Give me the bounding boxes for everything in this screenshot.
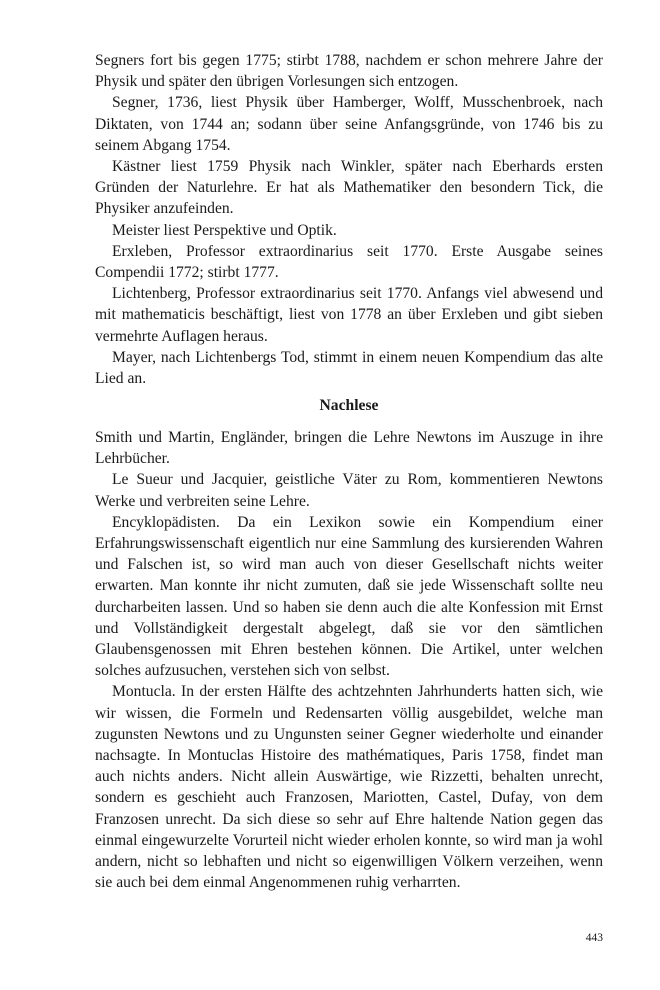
paragraph: Meister liest Perspektive und Optik. <box>112 221 337 239</box>
paragraph: Kästner liest 1759 Physik nach Winkler, später nach Eberhards ersten Gründen der Naturlehre. Er hat als Mathematiker den besondern Tick, die Physiker anzufeinden. <box>95 158 603 218</box>
paragraph: Mayer, nach Lichtenbergs Tod, stimmt in einem neuen Kompendium das alte Lied an. <box>95 348 603 388</box>
paragraph: Segners fort bis gegen 1775; stirbt 1788, nachdem er schon mehrere Jahre der Physik und später den übrigen Vorlesungen sich entzogen. <box>95 52 603 91</box>
bottom-text-block <box>95 427 603 893</box>
paragraph: Erxleben, Professor extraordinarius seit 1770. Erste Ausgabe seines Compendii 1772; stirbt 1777. <box>95 242 603 282</box>
top-text-block <box>95 50 603 389</box>
paragraph: Le Sueur und Jacquier, geistliche Väter zu Rom, kommentieren Newtons Werke und verbreiten seine Lehre. <box>95 471 603 510</box>
page-number: 443 <box>585 932 603 944</box>
paragraph: Smith und Martin, Engländer, bringen die Lehre Newtons im Auszuge in ihre Lehrbücher. <box>95 429 603 468</box>
paragraph: Encyklopädisten. Da ein Lexikon sowie ein Kompendium einer Erfahrungswissenschaft eigentlich nur eine Sammlung des kursierenden Wahren und Falschen ist, so wird man auch von dieser Gesellschaft nichts weiter erwarten. Man konnte ihr nicht zumuten, daß sie jede Wissenschaft sollte neu durcharbeiten lassen. Und so haben sie denn auch die alte Konfession mit Ernst und Vollständigkeit dergestalt abgelegt, daß sie vor den sämtlichen Glaubensgenossen mit Ehren bestehen können. Die Artikel, unter welchen solches aufzusuchen, verstehen sich von selbst. <box>95 513 603 680</box>
paragraph: Lichtenberg, Professor extraordinarius seit 1770. Anfangs viel abwesend und mit mathematicis beschäftigt, liest von 1778 an über Erxleben und gibt sieben vermehrte Auflagen heraus. <box>95 285 603 345</box>
paragraph: Montucla. In der ersten Hälfte des achtzehnten Jahrhunderts hatten sich, wie wir wissen, die Formeln und Redensarten völlig ausgebildet, welche man zugunsten Newtons und zu Ungunsten seiner Gegner wiederholte und einander nachsagte. In Montuclas Histoire des mathématiques, Paris 1758, findet man auch nichts anders. Nicht allein Auswärtige, wie Rizzetti, behalten unrecht, sondern es geschieht auch Franzosen, Mariotten, Castel, Dufay, von dem Franzosen unrecht. Da sich diese so sehr auf Ehre haltende Nation gegen das einmal eingewurzelte Vorurteil nicht wieder erholen konnte, so wird man ja wohl andern, nicht so lebhaften und nicht so eigenwilligen Völkern verzeihen, wenn sie auch bei dem einmal Angenommenen ruhig verharrten. <box>95 683 603 892</box>
section-heading: Nachlese <box>319 397 379 414</box>
paragraph: Segner, 1736, liest Physik über Hamberger, Wolff, Musschenbroek, nach Diktaten, von 1744 an; sodann über seine Anfangsgründe, von 1746 bis zu seinem Abgang 1754. <box>95 94 603 154</box>
